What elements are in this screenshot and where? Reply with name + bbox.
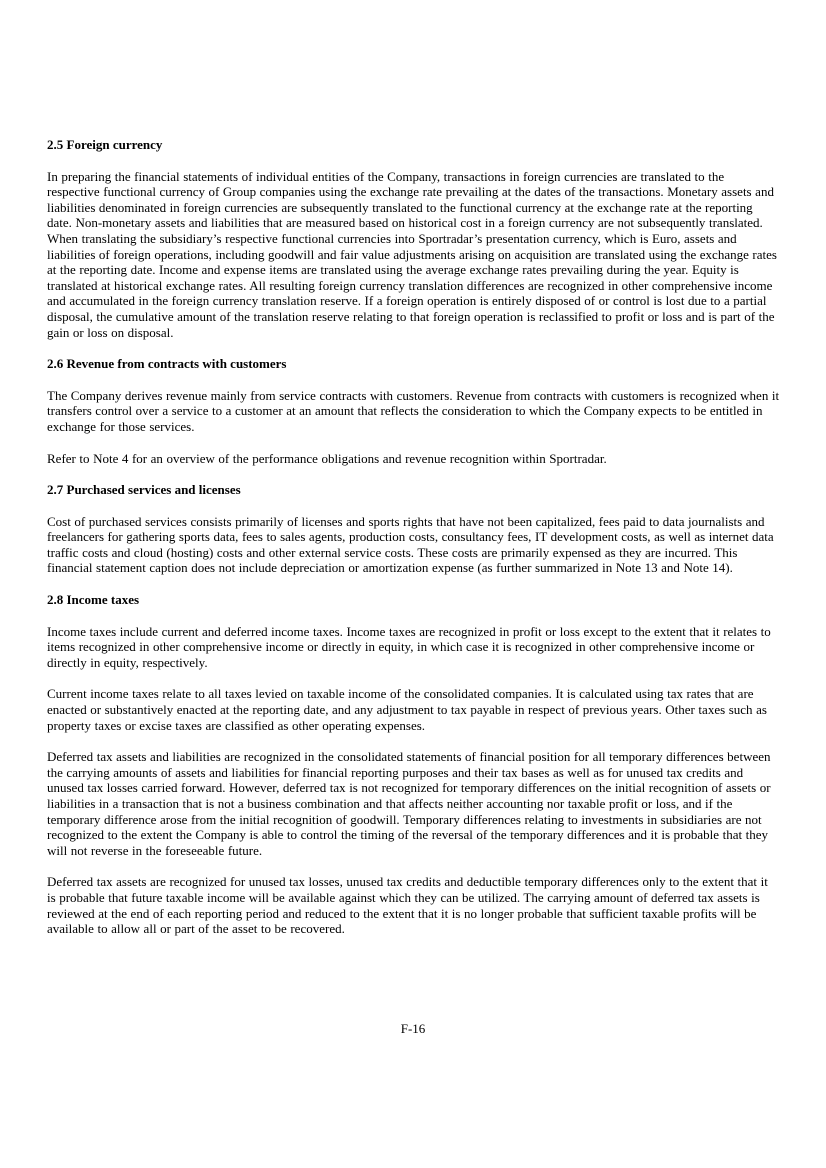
section-foreign-currency <box>47 137 780 340</box>
paragraph-income-taxes-general: Income taxes include current and deferred income taxes. Income taxes are recognized in profit or loss except to the extent that it relates to items recognized in other comprehensive income or directly in equity, in which case it is recognized in other comprehensive income or directly in equity, respectively. <box>47 623 771 670</box>
section-purchased-services <box>47 482 780 576</box>
section-income-taxes <box>47 592 780 937</box>
paragraph-revenue-recognition: The Company derives revenue mainly from service contracts with customers. Revenue from contracts with customers is recognized when it transfers control over a service to a customer at an amount that reflects the consideration to which the Company expects to be entitled in exchange for those services. <box>47 387 780 434</box>
paragraph-revenue-note-reference: Refer to Note 4 for an overview of the performance obligations and revenue recognition within Sportradar. <box>47 450 607 466</box>
section-heading-purchased-services: 2.7 Purchased services and licenses <box>47 482 241 498</box>
paragraph-foreign-currency: In preparing the financial statements of individual entities of the Company, transactions in foreign currencies are translated to the respective functional currency of Group companies using the exchange rate prevailing at the dates of the transactions. Monetary assets and liabilities denominated in foreign currencies are subsequently translated to the functional currency at the exchange rate at the reporting date. Non-monetary assets and liabilities that are measured based on historical cost in a foreign currency are not subsequently translated. When translating the subsidiary’s respective functional currencies into Sportradar’s presentation currency, which is Euro, assets and liabilities of foreign operations, including goodwill and fair value adjustments arising on acquisition are translated using the exchange rates at the reporting date. Income and expense items are translated using the average exchange rates prevailing during the year. Equity is translated at historical exchange rates. All resulting foreign currency translation differences are recognized in other comprehensive income and accumulated in the foreign currency translation reserve. If a foreign operation is entirely disposed of or control is lost due to a partial disposal, the cumulative amount of the translation reserve relating to that foreign operation is reclassified to profit or loss and is part of the gain or loss on disposal. <box>47 168 777 340</box>
paragraph-purchased-services: Cost of purchased services consists primarily of licenses and sports rights that have not been capitalized, fees paid to data journalists and freelancers for gathering sports data, fees to sales agents, production costs, consultancy fees, IT development costs, as well as internet data traffic costs and cloud (hosting) costs and other external service costs. These costs are primarily expensed as they are incurred. This financial statement caption does not include depreciation or amortization expense (as further summarized in Note 13 and Note 14). <box>47 513 774 576</box>
section-heading-income-taxes: 2.8 Income taxes <box>47 592 140 608</box>
paragraph-current-income-taxes: Current income taxes relate to all taxes levied on taxable income of the consolidated companies. It is calculated using tax rates that are enacted or substantively enacted at the reporting date, and any adjustment to tax payable in respect of previous years. Other taxes such as property taxes or excise taxes are classified as other operating expenses. <box>47 686 767 733</box>
section-heading-revenue: 2.6 Revenue from contracts with customers <box>47 356 287 372</box>
page-number: F-16 <box>400 1021 426 1036</box>
section-heading-foreign-currency: 2.5 Foreign currency <box>47 137 163 152</box>
section-revenue-from-contracts <box>47 356 780 466</box>
document-content <box>47 137 780 953</box>
paragraph-deferred-tax-assets: Deferred tax assets are recognized for unused tax losses, unused tax credits and deductible temporary differences only to the extent that it is probable that future taxable income will be available against which they can be utilized. The carrying amount of deferred tax assets is reviewed at the end of each reporting period and reduced to the extent that it is no longer probable that sufficient taxable profits will be available to allow all or part of the asset to be recovered. <box>47 874 768 937</box>
paragraph-deferred-tax-liabilities: Deferred tax assets and liabilities are recognized in the consolidated statements of financial position for all temporary differences between the carrying amounts of assets and liabilities for financial reporting purposes and their tax bases as well as for unused tax credits and unused tax losses carried forward. However, deferred tax is not recognized for temporary differences on the initial recognition of assets or liabilities in a transaction that is not a business combination and that affects neither accounting nor taxable profit or loss, and if the temporary difference arose from the initial recognition of goodwill. Temporary differences relating to investments in subsidiaries are not recognized to the extent the Company is able to control the timing of the reversal of the temporary differences and it is probable that they will not reverse in the foreseeable future. <box>47 749 771 858</box>
